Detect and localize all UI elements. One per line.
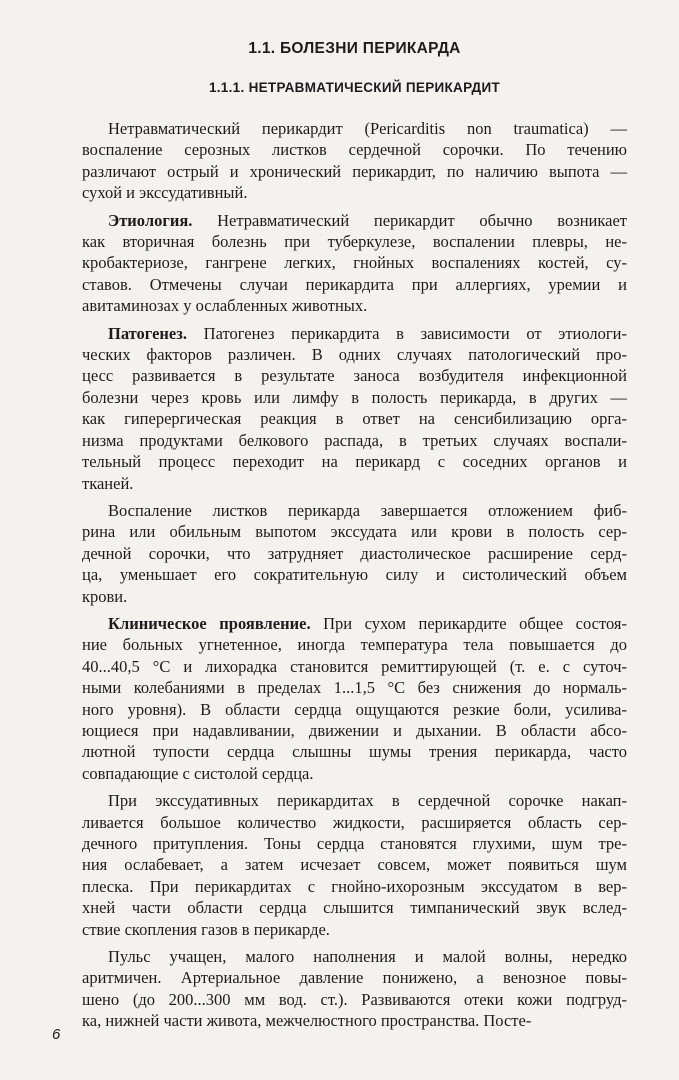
line-text: болезни через кровь или лимфу в полость перикарда, в других — <box>82 387 627 407</box>
text-line <box>82 543 627 564</box>
line-text: различают острый и хронический перикардит, по наличию выпота — <box>82 161 627 181</box>
text-line <box>82 139 627 160</box>
text-line <box>82 231 627 252</box>
line-text: ющиеся при надавливании, движении и дыхании. В области абсо- <box>82 720 627 740</box>
line-text: как вторичная болезнь при туберкулезе, воспалении плевры, не- <box>82 232 627 252</box>
text-line <box>82 500 627 521</box>
line-text: Патогенез перикардита в зависимости от этиологи- <box>186 323 627 343</box>
line-text: как гиперергическая реакция в ответ на сенсибилизацию орга- <box>82 409 627 429</box>
text-line <box>82 897 627 918</box>
text-line <box>82 656 627 677</box>
paragraph <box>82 210 627 317</box>
line-text: воспаление серозных листков сердечной сорочки. По течению <box>82 140 627 160</box>
line-text: кробактериозе, гангрене легких, гнойных воспалениях костей, су- <box>82 253 627 273</box>
line-text: цесс развивается в результате заноса возбудителя инфекционной <box>82 366 627 386</box>
line-text: лютной тупости сердца слышны шумы трения перикарда, часто <box>82 742 627 762</box>
text-line <box>82 677 627 698</box>
text-line <box>82 210 627 231</box>
text-line <box>82 365 627 386</box>
paragraph <box>82 323 627 494</box>
line-text: ствие скопления газов в перикарде. <box>82 919 330 939</box>
text-line <box>82 161 627 182</box>
text-line <box>82 967 627 988</box>
line-text: 40...40,5 °С и лихорадка становится ремиттирующей (т. е. с суточ- <box>82 656 627 676</box>
paragraph-lead: Клиническое проявление. <box>108 613 311 633</box>
text-line <box>82 182 627 203</box>
line-text: тканей. <box>82 473 134 493</box>
line-text: ными колебаниями в пределах 1...1,5 °С без снижения до нормаль- <box>82 678 627 698</box>
text-line <box>82 720 627 741</box>
paragraph <box>82 500 627 607</box>
text-line <box>82 613 627 634</box>
text-line <box>82 741 627 762</box>
line-text: Нетравматический перикардит обычно возникает <box>192 210 627 230</box>
line-text: крови. <box>82 586 128 606</box>
line-text: шено (до 200...300 мм вод. ст.). Развиваются отеки кожи подгруд- <box>82 989 627 1009</box>
line-text: авитаминозах у ослабленных животных. <box>82 296 368 316</box>
text-line <box>82 473 627 494</box>
text-line <box>82 118 627 139</box>
line-text: ного уровня). В области сердца ощущаются резкие боли, усилива- <box>82 699 627 719</box>
line-text: Пульс учащен, малого наполнения и малой волны, нередко <box>108 947 627 967</box>
line-text: ка, нижней части живота, межчелюстного пространства. Посте- <box>82 1011 532 1031</box>
text-line <box>82 387 627 408</box>
text-line <box>82 586 627 607</box>
text-line <box>82 252 627 273</box>
line-text: дечного притупления. Тоны сердца становятся глухими, шум тре- <box>82 834 627 853</box>
line-text: ние больных угнетенное, иногда температура тела повышается до <box>82 635 627 655</box>
text-line <box>82 919 627 940</box>
page-number: 6 <box>52 1026 61 1043</box>
text-line <box>82 763 627 784</box>
line-text: Нетравматический перикардит (Pericarditis non traumatica) — <box>108 119 627 138</box>
line-text: ческих факторов различен. В одних случаях патологический про- <box>82 345 627 365</box>
text-line <box>82 946 627 967</box>
paragraph <box>82 946 627 1032</box>
text-line <box>82 430 627 451</box>
text-line <box>82 812 627 833</box>
text-line <box>82 790 627 811</box>
paragraph-lead: Патогенез. <box>108 323 187 343</box>
line-text: При сухом перикардите общее состоя- <box>310 613 627 633</box>
chapter-heading: 1.1. БОЛЕЗНИ ПЕРИКАРДА <box>248 40 461 57</box>
line-text: ставов. Отмечены случаи перикардита при аллергиях, уремии и <box>82 274 627 294</box>
line-text: плеска. При перикардитах с гнойно-ихорозным экссудатом в вер- <box>82 876 627 896</box>
paragraph-lead: Этиология. <box>108 210 193 230</box>
text-line <box>82 634 627 655</box>
text-line <box>82 344 627 365</box>
text-line <box>82 854 627 875</box>
body-text <box>82 118 627 1032</box>
paragraph <box>82 790 627 940</box>
line-text: Воспаление листков перикарда завершается отложением фиб- <box>108 500 627 520</box>
text-line <box>82 521 627 542</box>
text-line <box>82 323 627 344</box>
paragraph <box>82 118 627 204</box>
line-text: ния ослабевает, а затем исчезает совсем, может появиться шум <box>82 855 627 875</box>
text-line <box>82 1010 627 1031</box>
line-text: ца, уменьшает его сократительную силу и систолический объем <box>82 565 627 585</box>
text-line <box>82 699 627 720</box>
text-line <box>82 408 627 429</box>
text-line <box>82 989 627 1010</box>
line-text: аритмичен. Артериальное давление понижено, а венозное повы- <box>82 968 627 988</box>
line-text: рина или обильным выпотом экссудата или крови в полость сер- <box>82 522 627 542</box>
line-text: хней части области сердца слышится тимпанический звук вслед- <box>82 898 627 918</box>
text-line <box>82 295 627 316</box>
line-text: ливается большое количество жидкости, расширяется область сер- <box>82 812 627 832</box>
text-line <box>82 274 627 295</box>
text-line <box>82 833 627 854</box>
text-line <box>82 876 627 897</box>
section-heading: 1.1.1. НЕТРАВМАТИЧЕСКИЙ ПЕРИКАРДИТ <box>208 80 501 95</box>
line-text: низма продуктами белкового распада, в третьих случаях воспали- <box>82 430 627 450</box>
paragraph <box>82 613 627 784</box>
line-text: дечной сорочки, что затрудняет диастолическое расширение серд- <box>82 543 627 563</box>
line-text: тельный процесс переходит на перикард с соседних органов и <box>82 452 627 472</box>
line-text: совпадающие с систолой сердца. <box>82 763 314 783</box>
text-line <box>82 564 627 585</box>
line-text: При экссудативных перикардитах в сердечной сорочке накап- <box>108 791 627 811</box>
text-line <box>82 451 627 472</box>
line-text: сухой и экссудативный. <box>82 183 248 203</box>
